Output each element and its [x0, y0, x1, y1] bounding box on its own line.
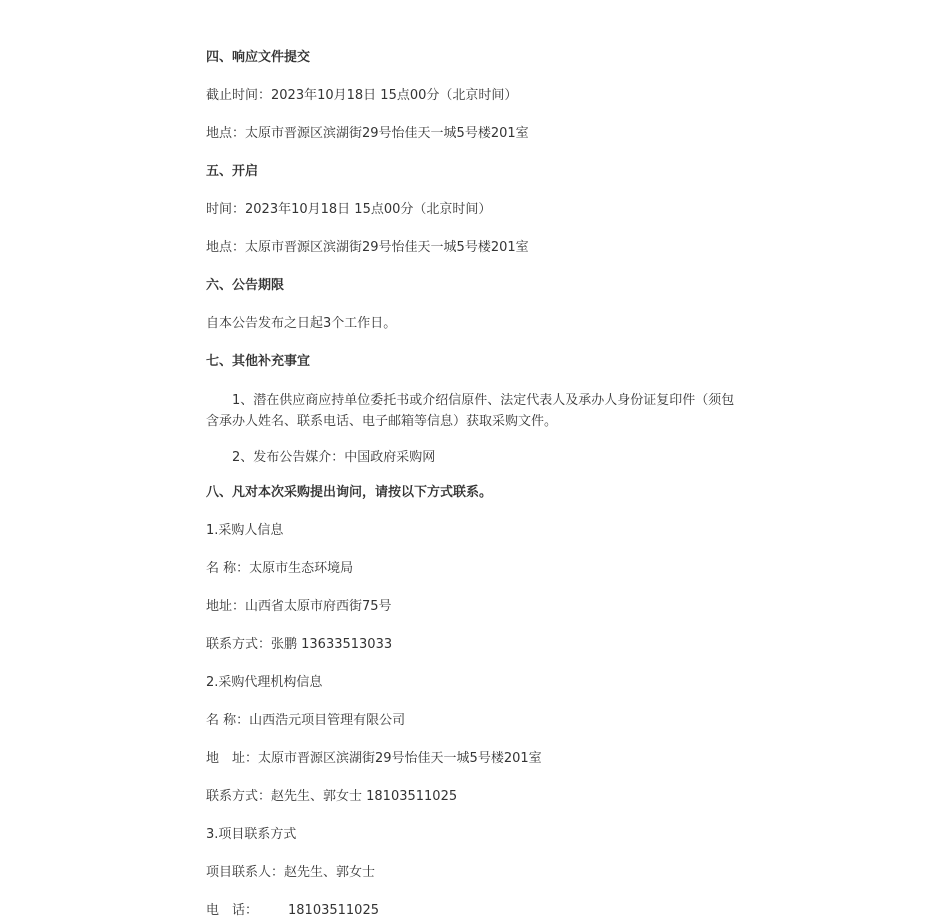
agency-contact: 联系方式：赵先生、郭女士 18103511025 [206, 789, 458, 804]
agency-address: 地 址：太原市晋源区滨湖街29号怡佳天一城5号楼201室 [206, 751, 542, 766]
project-contact-phone [206, 901, 746, 920]
purchaser-info-heading: 1.采购人信息 [206, 523, 284, 538]
section-heading-response-submission: 四、响应文件提交 [206, 50, 311, 65]
section-heading-contact: 八、凡对本次采购提出询问，请按以下方式联系。 [206, 485, 493, 500]
deadline-text: 截止时间：2023年10月18日 15点00分（北京时间） [206, 88, 518, 103]
project-contact-heading: 3.项目联系方式 [206, 827, 297, 842]
submission-location-text: 地点：太原市晋源区滨湖街29号怡佳天一城5号楼201室 [206, 126, 529, 141]
section-heading-opening: 五、开启 [206, 164, 259, 179]
section-heading-other-matters: 七、其他补充事宜 [206, 354, 311, 369]
purchaser-name: 名 称：太原市生态环境局 [206, 561, 354, 576]
phone-label: 电 话： [206, 903, 259, 918]
other-matter-item-1: 1、潜在供应商应持单位委托书或介绍信原件、法定代表人及承办人身份证复印件（须包含承办人姓名、联系电话、电子邮箱等信息）获取采购文件。 [206, 393, 735, 429]
opening-location-text: 地点：太原市晋源区滨湖街29号怡佳天一城5号楼201室 [206, 240, 529, 255]
agency-info-heading: 2.采购代理机构信息 [206, 675, 323, 690]
phone-value: 18103511025 [288, 903, 379, 918]
notice-period-text: 自本公告发布之日起3个工作日。 [206, 316, 397, 331]
other-matter-item-2: 2、发布公告媒介：中国政府采购网 [232, 450, 436, 465]
agency-name: 名 称：山西浩元项目管理有限公司 [206, 713, 406, 728]
purchaser-address: 地址：山西省太原市府西街75号 [206, 599, 392, 614]
announcement-body [206, 0, 746, 920]
purchaser-contact: 联系方式：张鹏 13633513033 [206, 637, 393, 652]
project-contact-person: 项目联系人：赵先生、郭女士 [206, 865, 376, 880]
section-heading-notice-period: 六、公告期限 [206, 278, 285, 293]
opening-time-text: 时间：2023年10月18日 15点00分（北京时间） [206, 202, 492, 217]
